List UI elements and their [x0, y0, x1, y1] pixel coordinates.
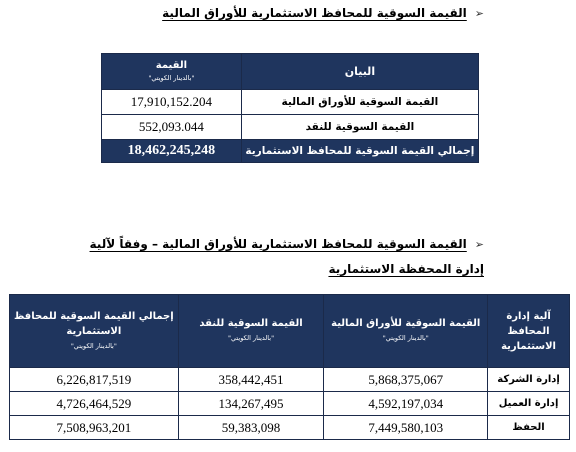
table-header-row [10, 295, 570, 368]
section2-heading [64, 232, 484, 281]
row-value: 552,093.044 [102, 115, 242, 140]
column-header-statement: البيان [241, 54, 478, 90]
table-row [10, 392, 570, 416]
column-header-cash-value [178, 295, 324, 368]
row-label: القيمة السوقية للنقد [241, 115, 478, 140]
column-header-value-title: القيمة [155, 59, 187, 71]
row-label: القيمة السوقية للأوراق المالية [241, 90, 478, 115]
table-row [10, 416, 570, 440]
column-header-value-unit: "بالدينار الكويتي" [148, 73, 195, 82]
arrow-bullet-icon: ➢ [474, 238, 484, 251]
total-label: إجمالي القيمة السوقية للمحافظ الاستثمارية [241, 140, 478, 163]
column-header-title: القيمة السوقية للنقد [199, 318, 303, 329]
column-header-management-mechanism [488, 295, 570, 368]
column-header-unit: "بالدينار الكويتي" [382, 334, 429, 342]
column-header-total-value [10, 295, 179, 368]
cell-securities: 5,868,375,067 [324, 368, 488, 392]
cell-total: 7,508,963,201 [10, 416, 179, 440]
column-header-unit: "بالدينار الكويتي" [70, 341, 117, 350]
column-header-title: القيمة السوقية للأوراق المالية [331, 318, 481, 329]
table-total-row [102, 140, 479, 163]
table-header-row [102, 54, 479, 90]
row-label: الحفظ [488, 416, 570, 440]
cell-securities: 4,592,197,034 [324, 392, 488, 416]
column-header-securities-value [324, 295, 488, 368]
market-value-summary-table [101, 53, 479, 163]
total-value: 18,462,245,248 [102, 140, 242, 163]
column-header-unit: "بالدينار الكويتي" [228, 334, 275, 342]
row-value: 17,910,152.204 [102, 90, 242, 115]
cell-total: 4,726,464,529 [10, 392, 179, 416]
table-row [102, 115, 479, 140]
arrow-bullet-icon: ➢ [474, 7, 484, 20]
cell-cash: 59,383,098 [178, 416, 324, 440]
cell-securities: 7,449,580,103 [324, 416, 488, 440]
table-row [102, 90, 479, 115]
section1-heading [162, 2, 484, 25]
section2-heading-text: القيمة السوقية للمحافظ الاستثمارية للأوراق المالية – وفقاً لآلية إدارة المحفظة الاستثمارية [89, 237, 484, 276]
cell-cash: 358,442,451 [178, 368, 324, 392]
column-header-value [102, 54, 242, 90]
cell-cash: 134,267,495 [178, 392, 324, 416]
row-label: إدارة الشركة [488, 368, 570, 392]
section1-heading-text: القيمة السوقية للمحافظ الاستثمارية للأوراق المالية [162, 6, 467, 20]
market-value-by-management-table [9, 294, 570, 440]
table-row [10, 368, 570, 392]
row-label: إدارة العميل [488, 392, 570, 416]
column-header-title: إجمالي القيمة السوقية للمحافظ الاستثمارية [13, 310, 174, 337]
column-header-title: آلية إدارة المحافظ الاستثمارية [501, 310, 556, 352]
cell-total: 6,226,817,519 [10, 368, 179, 392]
